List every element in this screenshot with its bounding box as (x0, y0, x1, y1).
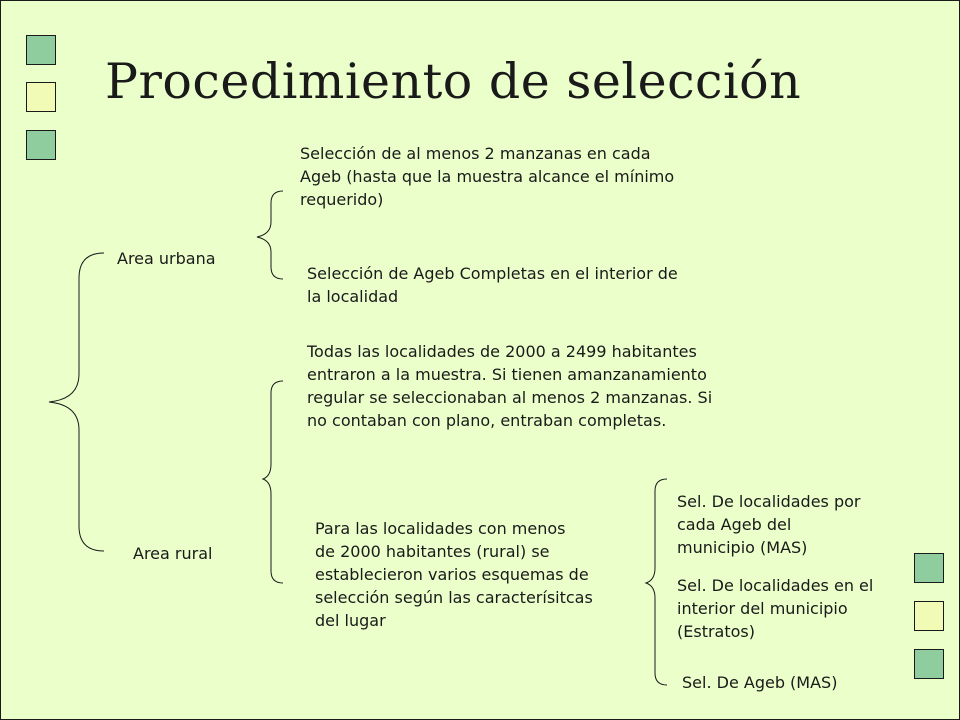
text-line: la localidad (307, 287, 399, 306)
text-line: cada Ageb del (677, 515, 792, 534)
brace-esquemas (646, 479, 667, 685)
text-line: Sel. De localidades en el (677, 576, 874, 595)
text-line: Sel. De localidades por (677, 492, 861, 511)
text-line: requerido) (300, 190, 384, 209)
esquema-ageb-mas (682, 671, 837, 694)
label-area-urbana: Area urbana (117, 249, 216, 268)
label-area-rural: Area rural (133, 544, 213, 563)
text-line: de 2000 habitantes (rural) se (315, 542, 550, 561)
item-localidades-menos-2000 (315, 517, 593, 632)
text-line: del lugar (315, 611, 386, 630)
text-line: regular se seleccionaban al menos 2 manzanas. Si (307, 388, 713, 407)
esquema-localidades-estratos (677, 574, 873, 643)
decor-square-green-top (26, 35, 56, 65)
brace-rural (263, 381, 283, 583)
text-line: Selección de Ageb Completas en el interior de (307, 264, 678, 283)
text-line: Ageb (hasta que la muestra alcance el mínimo (300, 167, 675, 186)
text-line: entraron a la muestra. Si tienen amanzanamiento (307, 365, 707, 384)
text-line: Sel. De Ageb (MAS) (682, 673, 838, 692)
esquema-localidades-por-ageb (677, 490, 861, 559)
text-line: municipio (MAS) (677, 538, 808, 557)
brace-urbana (257, 191, 283, 279)
text-line: interior del municipio (677, 599, 848, 618)
brace-main (49, 253, 104, 551)
text-line: Para las localidades con menos (315, 519, 566, 538)
decor-square-green-bottom (914, 553, 944, 583)
text-line: establecieron varios esquemas de (315, 565, 589, 584)
text-line: (Estratos) (677, 622, 755, 641)
decor-square-green-bottom-2 (914, 649, 944, 679)
text-line: Todas las localidades de 2000 a 2499 habitantes (307, 342, 697, 361)
item-localidades-2000-2499 (307, 340, 712, 432)
text-line: no contaban con plano, entraban completas. (307, 411, 667, 430)
decor-square-green-top-2 (26, 130, 56, 160)
text-line: selección según las caracterísitcas (315, 588, 593, 607)
decor-square-yellow-bottom (914, 601, 944, 631)
text-line: Selección de al menos 2 manzanas en cada (300, 144, 651, 163)
item-manzanas-ageb (300, 142, 674, 211)
slide-title: Procedimiento de selección (105, 53, 802, 110)
decor-square-yellow-top (26, 82, 56, 112)
item-ageb-completas (307, 262, 678, 308)
